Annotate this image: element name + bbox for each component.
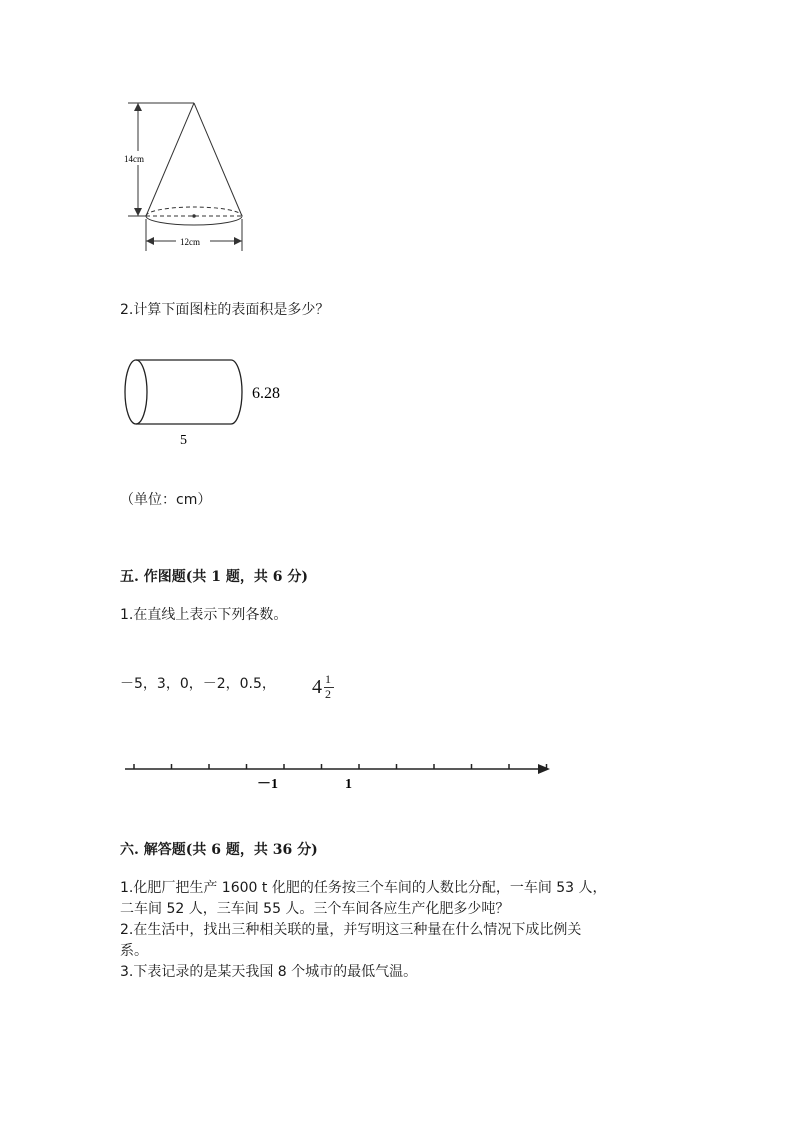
question-2-text: 2.计算下面图柱的表面积是多少？ xyxy=(120,302,330,318)
section-6-q2-line1: 2.在生活中，找出三种相关联的量，并写明这三种量在什么情况下成比例关 xyxy=(120,922,582,938)
cylinder-left-end xyxy=(125,360,147,424)
cylinder-right-end xyxy=(231,360,242,424)
numbers-list: －5，3，0，－2，0.5， xyxy=(120,676,276,692)
cone-height-label: 14cm xyxy=(124,154,144,164)
tick-label-1: 1 xyxy=(345,777,352,792)
section-6-title: 六. 解答题(共 6 题，共 36 分) xyxy=(120,842,318,858)
cylinder-figure xyxy=(118,352,298,452)
section-6-q1-line2: 二车间 52 人，三车间 55 人。三个车间各应生产化肥多少吨？ xyxy=(120,901,510,917)
section-6-q2-line2: 系。 xyxy=(120,943,148,959)
number-line xyxy=(120,755,560,800)
cone-right-edge xyxy=(194,103,242,216)
tick-label-neg-1: －1 xyxy=(257,777,278,792)
section-6-q3: 3.下表记录的是某天我国 8 个城市的最低气温。 xyxy=(120,964,418,980)
unit-note: （单位：cm） xyxy=(120,492,212,508)
cone-diameter-label: 12cm xyxy=(180,237,200,247)
number-line-arrow xyxy=(538,764,550,774)
mixed-numerator: 1 xyxy=(325,672,331,686)
section-6-q1-line1: 1.化肥厂把生产 1600 t 化肥的任务按三个车间的人数比分配，一车间 53 人， xyxy=(120,880,607,896)
cylinder-height-label: 6.28 xyxy=(252,385,280,402)
section-5-question-1: 1.在直线上表示下列各数。 xyxy=(120,607,288,623)
section-5-title: 五. 作图题(共 1 题，共 6 分) xyxy=(120,569,308,585)
cylinder-length-label: 5 xyxy=(180,433,187,448)
cone-figure xyxy=(118,95,258,255)
mixed-whole: 4 xyxy=(312,676,322,698)
mixed-denominator: 2 xyxy=(325,687,331,701)
